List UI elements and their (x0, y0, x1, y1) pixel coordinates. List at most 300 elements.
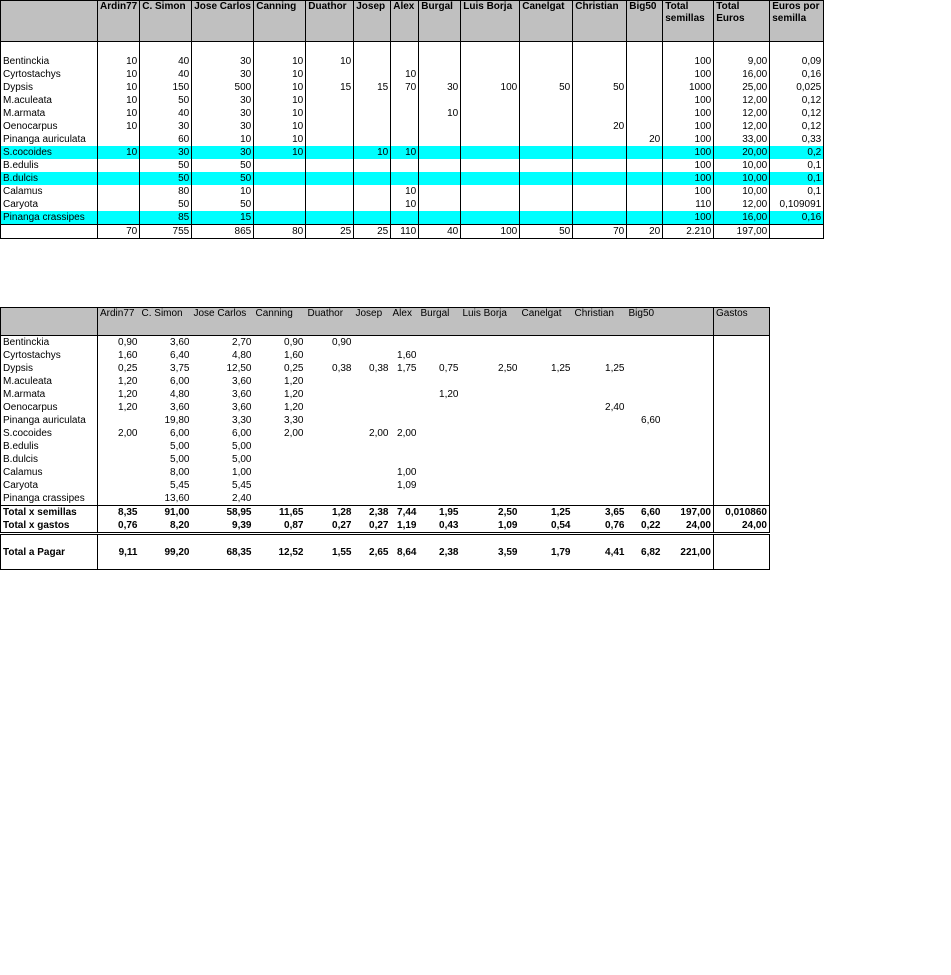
total-semillas-row (1, 506, 770, 520)
spacer-cell (714, 42, 770, 56)
value-cell (461, 479, 520, 492)
value-cell (461, 492, 520, 506)
value-cell: 1,20 (439, 389, 459, 400)
total-cell: 80 (254, 225, 306, 239)
value-cell (306, 414, 354, 427)
value-cell (573, 55, 627, 68)
value-cell: 3,60 (232, 389, 252, 400)
value-cell (573, 133, 627, 146)
value-cell (520, 146, 573, 159)
value-cell: 10 (254, 133, 306, 146)
value-cell: 10 (254, 68, 306, 81)
value-cell (573, 336, 627, 350)
total-gastos-row (1, 519, 770, 534)
table-row (1, 94, 824, 107)
total-cell: 865 (192, 225, 254, 239)
value-cell (520, 211, 573, 225)
value-cell (663, 427, 714, 440)
value-cell (391, 211, 419, 225)
value-cell (391, 172, 419, 185)
value-cell (627, 172, 663, 185)
value-cell: 100 (663, 172, 714, 185)
value-cell: 10 (254, 94, 306, 107)
value-cell (573, 68, 627, 81)
table-row (1, 198, 824, 211)
value-cell: 40 (140, 55, 192, 68)
value-cell: 10 (192, 133, 254, 146)
value-cell (714, 388, 770, 401)
column-header: Canelgat (520, 1, 573, 42)
value-cell: 30 (192, 107, 254, 120)
value-cell (419, 479, 461, 492)
value-cell: 10,00 (714, 185, 770, 198)
value-cell (354, 440, 391, 453)
value-cell (391, 492, 419, 506)
spacer-cell (354, 42, 391, 56)
value-cell (306, 349, 354, 362)
column-header: Luis Borja (461, 308, 520, 336)
value-cell (98, 414, 140, 427)
value-cell (714, 401, 770, 414)
column-header: Total Euros (714, 1, 770, 42)
value-cell (419, 94, 461, 107)
value-cell: 40 (140, 68, 192, 81)
total-cell (770, 225, 824, 239)
species-name: M.armata (1, 388, 98, 401)
value-cell (391, 159, 419, 172)
column-header: Gastos (714, 308, 770, 336)
value-cell: 1,20 (118, 402, 138, 413)
value-cell (627, 375, 663, 388)
value-cell (714, 492, 770, 506)
value-cell (461, 146, 520, 159)
value-cell: 0,75 (439, 363, 459, 374)
value-cell (573, 440, 627, 453)
value-cell: 4,80 (232, 350, 252, 361)
value-cell: 30 (192, 94, 254, 107)
value-cell: 0,33 (770, 133, 824, 146)
value-cell (627, 94, 663, 107)
value-cell (520, 375, 573, 388)
species-name: M.aculeata (1, 94, 98, 107)
value-cell (306, 440, 354, 453)
value-cell (306, 159, 354, 172)
table-row (1, 492, 770, 506)
header-row (1, 1, 824, 42)
value-cell: 15 (306, 81, 354, 94)
value-cell: 50 (140, 94, 192, 107)
value-cell (573, 172, 627, 185)
total-cell: 2,38 (419, 534, 461, 570)
column-header (1, 308, 98, 336)
value-cell: 1,20 (284, 402, 304, 413)
value-cell: 0,2 (770, 146, 824, 159)
value-cell (98, 133, 140, 146)
value-cell: 0,90 (118, 337, 138, 348)
value-cell: 100 (663, 94, 714, 107)
value-cell: 50 (140, 198, 192, 211)
table-row (1, 466, 770, 479)
value-cell (254, 159, 306, 172)
value-cell (354, 198, 391, 211)
total-cell: 0,010860 (714, 506, 770, 520)
total-cell: 11,65 (254, 506, 306, 520)
value-cell (520, 159, 573, 172)
table-row (1, 349, 770, 362)
species-name: B.dulcis (1, 172, 98, 185)
value-cell (391, 94, 419, 107)
species-name: Dypsis (1, 362, 98, 375)
value-cell: 1,20 (118, 389, 138, 400)
value-cell: 40 (140, 107, 192, 120)
value-cell: 6,00 (232, 428, 252, 439)
value-cell: 2,40 (605, 402, 625, 413)
species-name: M.armata (1, 107, 98, 120)
value-cell: 0,025 (770, 81, 824, 94)
total-cell: 110 (391, 225, 419, 239)
value-cell: 2,00 (284, 428, 304, 439)
value-cell (520, 133, 573, 146)
value-cell: 0,16 (770, 68, 824, 81)
spacer-cell (461, 42, 520, 56)
totals-label-cell (1, 225, 98, 239)
value-cell: 3,60 (170, 337, 190, 348)
value-cell: 50 (192, 198, 254, 211)
value-cell (254, 185, 306, 198)
value-cell: 8,00 (170, 467, 190, 478)
value-cell (306, 133, 354, 146)
value-cell: 10 (254, 81, 306, 94)
total-cell: 70 (573, 225, 627, 239)
value-cell (520, 440, 573, 453)
value-cell (461, 388, 520, 401)
value-cell (354, 414, 391, 427)
total-cell: 8,35 (98, 506, 140, 520)
value-cell: 2,40 (232, 493, 252, 504)
value-cell (627, 120, 663, 133)
spacer-cell (391, 42, 419, 56)
value-cell (306, 466, 354, 479)
value-cell (573, 453, 627, 466)
value-cell (306, 375, 354, 388)
value-cell (663, 414, 714, 427)
total-cell: 25 (354, 225, 391, 239)
value-cell: 50 (140, 159, 192, 172)
total-cell: 68,35 (192, 534, 254, 570)
value-cell (354, 349, 391, 362)
total-cell: 24,00 (663, 519, 714, 534)
value-cell: 6,60 (641, 415, 661, 426)
value-cell (627, 492, 663, 506)
value-cell (419, 401, 461, 414)
species-name: Cyrtostachys (1, 349, 98, 362)
value-cell (419, 466, 461, 479)
value-cell (254, 211, 306, 225)
value-cell: 33,00 (714, 133, 770, 146)
value-cell (714, 349, 770, 362)
value-cell (663, 440, 714, 453)
value-cell (254, 172, 306, 185)
value-cell (573, 479, 627, 492)
value-cell (306, 185, 354, 198)
total-label: Total x semillas (1, 506, 98, 520)
value-cell: 10 (254, 120, 306, 133)
table-row (1, 159, 824, 172)
value-cell (663, 349, 714, 362)
species-name: Oenocarpus (1, 401, 98, 414)
value-cell: 3,60 (232, 402, 252, 413)
value-cell (520, 401, 573, 414)
totals-row (1, 225, 824, 239)
value-cell: 15 (192, 211, 254, 225)
value-cell: 100 (663, 159, 714, 172)
total-cell: 1,25 (520, 506, 573, 520)
value-cell (663, 336, 714, 350)
species-name: Caryota (1, 198, 98, 211)
table-row (1, 185, 824, 198)
value-cell (714, 336, 770, 350)
value-cell: 0,90 (332, 337, 352, 348)
value-cell (419, 185, 461, 198)
column-header: Jose Carlos (192, 308, 254, 336)
value-cell (354, 375, 391, 388)
column-header: Burgal (419, 308, 461, 336)
value-cell: 50 (192, 172, 254, 185)
value-cell (354, 453, 391, 466)
value-cell: 100 (663, 185, 714, 198)
value-cell (419, 492, 461, 506)
value-cell: 500 (192, 81, 254, 94)
value-cell: 50 (140, 172, 192, 185)
value-cell: 3,30 (232, 415, 252, 426)
value-cell (306, 211, 354, 225)
value-cell: 9,00 (714, 55, 770, 68)
value-cell (573, 159, 627, 172)
value-cell (663, 466, 714, 479)
total-cell: 0,54 (551, 520, 571, 531)
total-cell: 2.210 (663, 225, 714, 239)
value-cell (419, 349, 461, 362)
value-cell: 10 (354, 146, 391, 159)
value-cell (520, 349, 573, 362)
value-cell (419, 336, 461, 350)
value-cell (663, 388, 714, 401)
value-cell (663, 375, 714, 388)
value-cell (461, 133, 520, 146)
table-row (1, 146, 824, 159)
value-cell (520, 55, 573, 68)
value-cell: 100 (663, 146, 714, 159)
value-cell: 10 (306, 55, 354, 68)
value-cell (573, 388, 627, 401)
column-header: C. Simon (140, 1, 192, 42)
value-cell: 0,12 (770, 120, 824, 133)
value-cell (461, 94, 520, 107)
column-header: Christian (573, 308, 627, 336)
value-cell (520, 453, 573, 466)
total-cell: 20 (627, 225, 663, 239)
value-cell (354, 336, 391, 350)
value-cell (627, 440, 663, 453)
value-cell (354, 479, 391, 492)
value-cell: 2,00 (369, 428, 389, 439)
value-cell (627, 427, 663, 440)
value-cell (391, 440, 419, 453)
value-cell: 1,25 (605, 363, 625, 374)
value-cell: 10 (391, 185, 419, 198)
value-cell (391, 453, 419, 466)
column-header (663, 308, 714, 336)
value-cell: 19,80 (164, 415, 190, 426)
total-cell: 8,20 (170, 520, 190, 531)
value-cell (419, 68, 461, 81)
value-cell (98, 198, 140, 211)
total-cell: 0,87 (284, 520, 304, 531)
value-cell: 5,00 (170, 441, 190, 452)
column-header: Big50 (627, 1, 663, 42)
value-cell: 5,45 (170, 480, 190, 491)
value-cell: 0,38 (369, 363, 389, 374)
value-cell (627, 185, 663, 198)
value-cell (520, 198, 573, 211)
value-cell (354, 492, 391, 506)
column-header: Euros por semilla (770, 1, 824, 42)
value-cell (520, 414, 573, 427)
value-cell: 12,00 (714, 107, 770, 120)
value-cell: 12,00 (714, 94, 770, 107)
value-cell: 50 (573, 81, 627, 94)
total-cell: 1,79 (520, 534, 573, 570)
value-cell (419, 211, 461, 225)
value-cell: 1,20 (284, 389, 304, 400)
value-cell (254, 479, 306, 492)
value-cell (254, 440, 306, 453)
value-cell (627, 146, 663, 159)
value-cell (520, 172, 573, 185)
species-name: B.dulcis (1, 453, 98, 466)
total-cell: 100 (461, 225, 520, 239)
value-cell: 0,25 (118, 363, 138, 374)
value-cell: 30 (192, 146, 254, 159)
total-cell: 1,28 (306, 506, 354, 520)
value-cell (306, 388, 354, 401)
total-cell: 91,00 (140, 506, 192, 520)
total-cell: 99,20 (140, 534, 192, 570)
species-name: Dypsis (1, 81, 98, 94)
value-cell: 10 (254, 146, 306, 159)
column-header: Big50 (627, 308, 663, 336)
value-cell (354, 94, 391, 107)
value-cell: 12,50 (226, 363, 252, 374)
value-cell (461, 375, 520, 388)
value-cell (520, 427, 573, 440)
total-cell: 1,09 (498, 520, 518, 531)
column-header: Total semillas (663, 1, 714, 42)
total-cell: 0,27 (369, 520, 389, 531)
value-cell: 0,1 (770, 159, 824, 172)
value-cell (98, 440, 140, 453)
spacer-cell (573, 42, 627, 56)
value-cell: 3,30 (284, 415, 304, 426)
species-name: Calamus (1, 466, 98, 479)
value-cell (627, 211, 663, 225)
total-pagar-row (1, 534, 770, 570)
value-cell: 100 (461, 81, 520, 94)
value-cell (306, 94, 354, 107)
value-cell: 5,45 (232, 480, 252, 491)
value-cell: 3,60 (170, 402, 190, 413)
value-cell (461, 120, 520, 133)
value-cell: 1,09 (397, 480, 417, 491)
value-cell: 3,75 (170, 363, 190, 374)
value-cell: 6,40 (170, 350, 190, 361)
value-cell: 20 (627, 133, 663, 146)
value-cell: 5,00 (232, 441, 252, 452)
value-cell (254, 492, 306, 506)
species-name: Bentinckia (1, 55, 98, 68)
spacer-cell (520, 42, 573, 56)
value-cell: 4,80 (170, 389, 190, 400)
table-row (1, 362, 770, 375)
value-cell (419, 453, 461, 466)
value-cell: 10 (254, 107, 306, 120)
table-row (1, 479, 770, 492)
value-cell (306, 107, 354, 120)
column-header: Josep (354, 1, 391, 42)
value-cell (461, 414, 520, 427)
value-cell (419, 146, 461, 159)
value-cell (354, 466, 391, 479)
value-cell: 110 (663, 198, 714, 211)
value-cell (520, 94, 573, 107)
value-cell (520, 466, 573, 479)
value-cell: 2,00 (397, 428, 417, 439)
total-cell: 3,59 (461, 534, 520, 570)
value-cell (714, 440, 770, 453)
species-name: Pinanga crassipes (1, 492, 98, 506)
value-cell: 10 (98, 81, 140, 94)
value-cell (461, 427, 520, 440)
value-cell (627, 159, 663, 172)
total-label: Total a Pagar (1, 534, 98, 570)
value-cell (306, 401, 354, 414)
total-cell: 197,00 (663, 506, 714, 520)
value-cell (627, 68, 663, 81)
table-row (1, 401, 770, 414)
value-cell: 5,00 (170, 454, 190, 465)
species-name: Pinanga auriculata (1, 414, 98, 427)
value-cell (573, 185, 627, 198)
value-cell (520, 479, 573, 492)
value-cell: 30 (192, 68, 254, 81)
value-cell (573, 349, 627, 362)
value-cell: 20 (573, 120, 627, 133)
value-cell: 10 (254, 55, 306, 68)
species-name: Caryota (1, 479, 98, 492)
value-cell (627, 466, 663, 479)
value-cell (354, 159, 391, 172)
value-cell (520, 492, 573, 506)
value-cell (391, 107, 419, 120)
value-cell: 0,1 (770, 185, 824, 198)
value-cell (98, 466, 140, 479)
value-cell: 10 (98, 55, 140, 68)
value-cell: 70 (391, 81, 419, 94)
total-cell: 1,55 (306, 534, 354, 570)
value-cell (354, 172, 391, 185)
value-cell (98, 159, 140, 172)
value-cell (573, 466, 627, 479)
